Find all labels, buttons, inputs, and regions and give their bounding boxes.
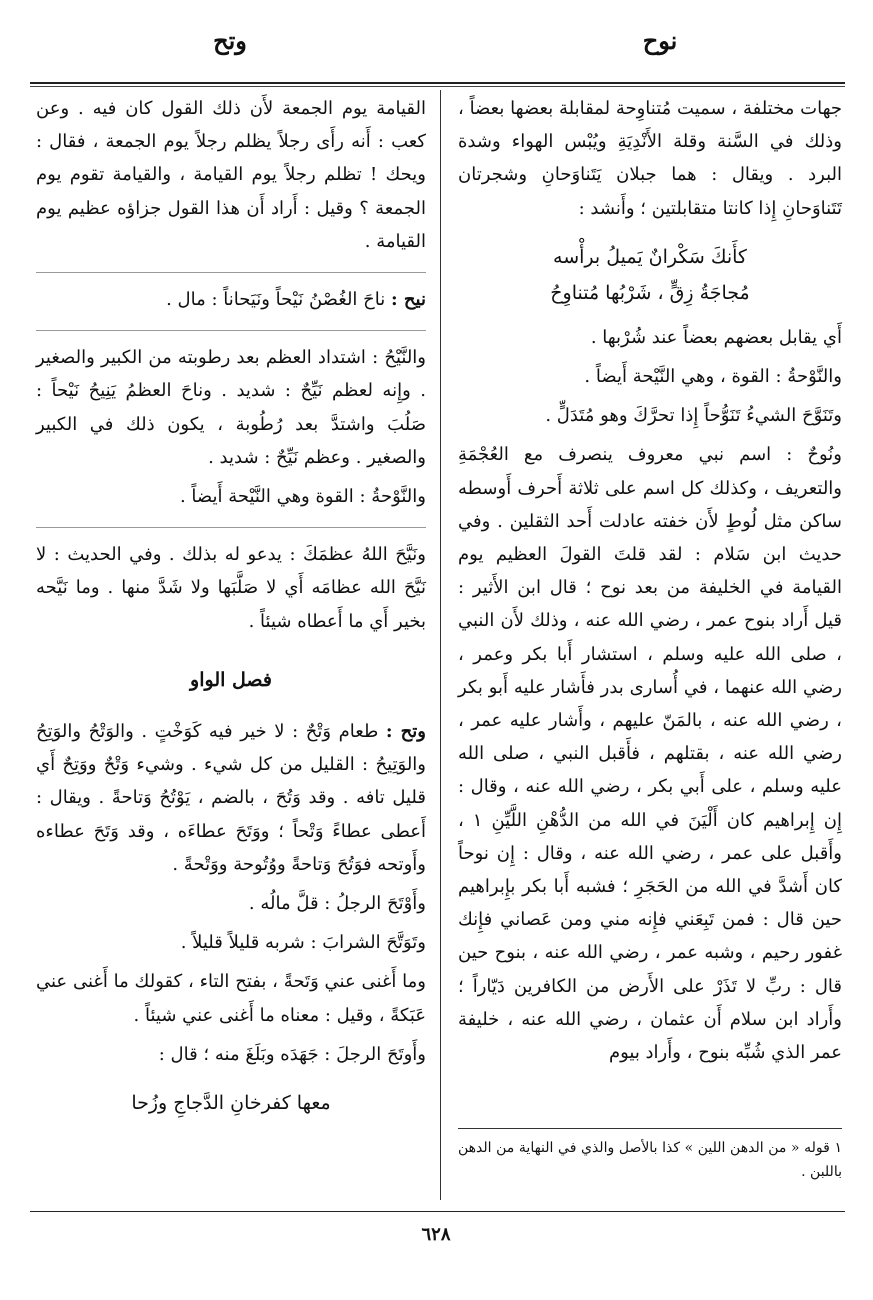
paragraph: وأَوتَحَ الرجلَ : جَهَدَه وبَلَغَ منه ؛ قال : <box>158 1043 426 1065</box>
column-divider <box>440 90 441 1200</box>
paragraph: ونَيَّحَ اللهُ عظمَكَ : يدعو له بذلك . وفي الحديث : لا نَيَّحَ الله عظامَه أَي لا صَلَّبَها ولا شَدَّ منها . وما نَيَّحه بخير أَي ما أَعطاه شيئاً . <box>36 544 426 632</box>
header-word-right: نوح <box>642 26 678 55</box>
paragraph: وتَنَوَّحَ الشيءُ تَنَوُّحاً إِذا تحرَّكَ وهو مُتَدَلٍّ . <box>545 405 842 427</box>
header-rule-thin <box>30 86 845 87</box>
verse-line: معها كفرخانِ الدَّجاجِ وزُحا <box>131 1092 331 1115</box>
paragraph: جهات مختلفة ، سميت مُتناوِحة لمقابلة بعضها بعضاً ، وذلك في السَّنة وقلة الأَنْدِيَةِ ويُبْس الهواء وشدة البرد . ويقال : هما جبلان يَتَناوَحانِ وشجرتان تَتَناوَحانِ إِذا كانتا متقابلتين ؛ وأَنشد : <box>458 98 842 219</box>
header-rule <box>30 82 845 84</box>
verse <box>458 239 842 311</box>
paragraph: والنَّوْحةُ : القوة وهي النَّيْحة أَيضاً . <box>179 486 426 508</box>
verse-line: كأَنكَ سَكْرانٌ يَميلُ برأْسه <box>553 245 747 268</box>
entry-paragraph <box>36 283 426 316</box>
verse <box>36 1085 426 1121</box>
paragraph: وأَوْتَحَ الرجلُ : قلَّ مالُه . <box>248 893 426 915</box>
paragraph: والنَّيْحُ : اشتداد العظم بعد رطوبته من الكبير والصغير . وإِنه لعظم نَيِّحٌ : شديد . وناحَ العظمُ يَنِيحُ نَيْحاً : صَلُبَ واشتدَّ بعد رُطُوبة ، يكون ذلك في الكبير والصغير . وعظم نَيِّحٌ : شديد . <box>36 347 426 468</box>
entry-separator <box>36 272 426 273</box>
verse-line: مُجاجَةُ زِقٍّ ، شَرْبُها مُتناوِحُ <box>550 281 750 304</box>
left-column <box>36 92 426 1131</box>
entry-paragraph <box>36 715 426 881</box>
paragraph: ونُوحٌ : اسم نبي معروف ينصرف مع العُجْمَةِ والتعريف ، وكذلك كل اسم على ثلاثة أَحرف أَوسطه ساكن مثل لُوطٍ لأَن خفته عادلت أَحد الثقلين . وفي حديث ابن سَلام : لقد قلتَ القولَ العظيم يوم القيامة في الخليفة من بعد نوح ؛ قال ابن الأَثير : قيل أَراد بنوح عمر ، رضي الله عنه ، وذلك لأَن النبي ، صلى الله عليه وسلم ، استشار أَبا بكر وعمر ، رضي الله عنهما ، في أُسارى بدر فأَشار عليه أَبو بكر ، رضي الله عنه ، بالمَنّ عليهم ، وأَشار عليه عمر ، رضي الله عنه ، بقتلهم ، فأَقبل النبي ، صلى الله عليه وسلم ، على أَبي بكر ، رضي الله عنه ، وقال : إِن إِبراهيم كان أَلْيَنَ في الله من الدُّهْنِ اللَّيِّنِ ١ ، وأَقبل على عمر ، رضي الله عنه ، وقال : إِن نوحاً كان أَشدَّ في الله من الحَجَرِ ؛ فشبه أَبا بكر بإِبراهيم حين قال : فمن تَبِعَني فإِنه مني ومن عَصاني فإِنك غفور رحيم ، وشبه عمر ، رضي الله عنه ، بنوح حين قال : ربِّ لا تَذَرْ على الأَرض من الكافرين دَيّاراً ؛ وأَراد ابن سلام أَن عثمان ، رضي الله عنه ، خليفة عمر الذي شُبِّه بنوح ، وأَراد بيوم <box>458 444 842 1064</box>
entry-keyword: وتح : <box>385 721 426 743</box>
entry-keyword: نيح : <box>391 289 426 311</box>
entry-text: ناحَ الغُصْنُ نَيْحاً ونَيَحاناً : مال . <box>166 289 386 311</box>
entry-separator <box>36 527 426 528</box>
entry-text: طعام وَتْحٌ : لا خير فيه كَوَخْتٍ . والوَتْحُ والوَتِحُ والوَتِيحُ : القليل من كل شيء . وشيء وَتْحٌ ووَتِحٌ أَي قليل تافه . وقد وَتُحَ ، بالضم ، يَوْتُحُ وَتاحةً . ويقال : أَعطى عطاءً وَتْحاً ؛ ووَتَحَ عطاءَه ، وقد وَتَحَ عطاءه وأَوتحه فوَتُحَ وَتاحةً ووُتُوحة ووَتْحةً . <box>36 721 426 875</box>
paragraph: وتَوَتَّحَ الشرابَ : شربه قليلاً قليلاً . <box>180 932 426 954</box>
paragraph: أَي يقابل بعضهم بعضاً عند شُرْبها . <box>590 326 842 348</box>
paragraph: والنَّوْحةُ : القوة ، وهي النَّيْحة أَيضاً . <box>584 366 842 388</box>
section-title: فصل الواو <box>190 668 272 691</box>
paragraph: القيامة يوم الجمعة لأَن ذلك القول كان فيه . وعن كعب : أَنه رأَى رجلاً يظلم رجلاً يوم الجمعة ، فقال : ويحك ! تظلم رجلاً يوم القيامة ، والقيامة تقوم يوم الجمعة ؟ وقيل : أَراد أَن هذا القول جزاؤه عظيم يوم القيامة . <box>36 98 426 252</box>
footer-rule <box>30 1211 845 1212</box>
page-number: ٦٢٨ <box>421 1224 451 1245</box>
right-column <box>458 92 842 1075</box>
entry-separator <box>36 330 426 331</box>
footnote-rule <box>458 1128 842 1129</box>
header-word-left: وتح <box>213 26 247 55</box>
footnote: ١ قوله « من الدهن اللين » كذا بالأصل والذي في النهاية من الدهن باللبن . <box>458 1140 842 1180</box>
paragraph: وما أَغنى عني وَتَحةً ، بفتح التاء ، كقولك ما أَغنى عني عَبَكةً ، وقيل : معناه ما أَغنى عني شيئاً . <box>36 971 426 1026</box>
